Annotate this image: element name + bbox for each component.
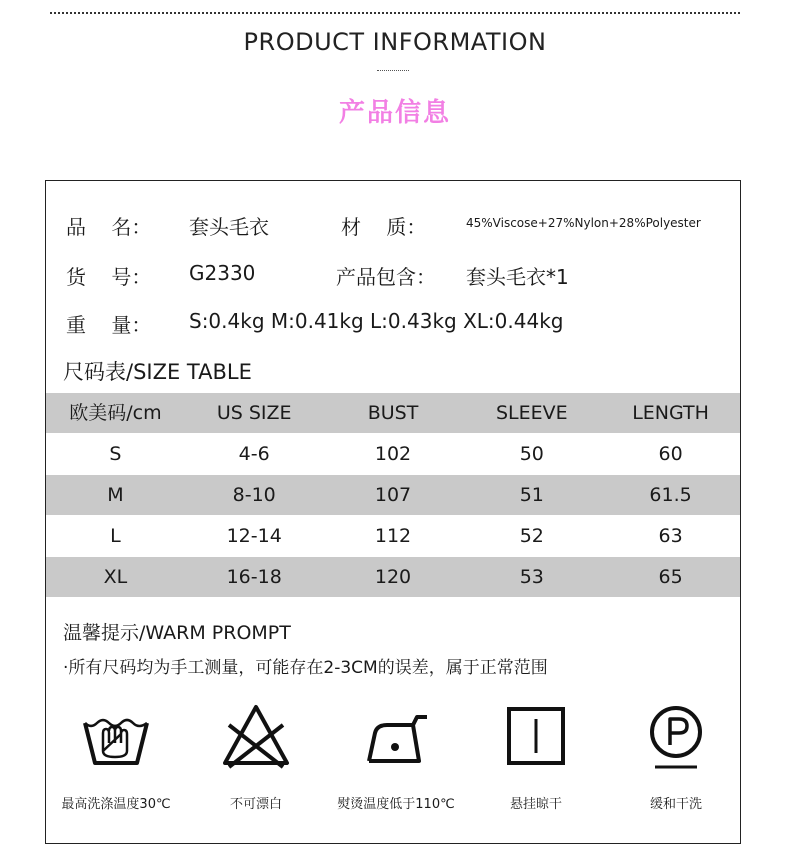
care-label: 最高洗涤温度30℃ <box>61 797 171 812</box>
package-value: 套头毛衣*1 <box>466 265 569 289</box>
table-header-cell: US SIZE <box>216 402 292 424</box>
package-label: 产品包含： <box>336 265 436 289</box>
table-cell: 107 <box>374 484 412 506</box>
care-label: 缓和干洗 <box>649 797 702 812</box>
material-label: 材 质： <box>341 215 427 239</box>
table-row <box>46 516 740 556</box>
table-cell: XL <box>103 566 128 588</box>
table-cell: 50 <box>519 443 544 465</box>
table-cell: M <box>107 484 124 506</box>
weight-value: S:0.4kg M:0.41kg L:0.43kg XL:0.44kg <box>189 309 564 333</box>
warm-prompt-text: ·所有尺码均为手工测量，可能存在2-3CM的误差，属于正常范围 <box>63 658 548 678</box>
dry-clean-p-icon <box>641 701 711 771</box>
care-label: 悬挂晾干 <box>509 797 562 812</box>
table-cell: 112 <box>374 525 412 547</box>
table-row <box>46 475 740 515</box>
care-item-hand-wash <box>46 701 186 821</box>
care-item-dry-clean <box>606 701 746 821</box>
title-underline <box>377 70 409 71</box>
table-header-cell: BUST <box>367 402 419 424</box>
table-header-cell: SLEEVE <box>495 402 568 424</box>
material-value: 45%Viscose+27%Nylon+28%Polyester <box>466 216 701 230</box>
care-label: 不可漂白 <box>229 797 282 812</box>
item-no-value: G2330 <box>189 261 256 285</box>
table-row <box>46 434 740 474</box>
care-item-hang-dry <box>466 701 606 821</box>
table-cell: 8-10 <box>232 484 276 506</box>
table-header-cell: 欧美码/cm <box>69 402 162 424</box>
table-header-cell: LENGTH <box>632 402 709 424</box>
warm-prompt-title: 温馨提示/WARM PROMPT <box>63 622 291 644</box>
table-cell: 16-18 <box>226 566 282 588</box>
iron-icon <box>361 701 431 771</box>
item-no-label: 货 号： <box>66 265 152 289</box>
table-cell: L <box>110 525 121 547</box>
hand-wash-icon <box>81 701 151 771</box>
name-value: 套头毛衣 <box>189 215 269 239</box>
size-table-title: 尺码表/SIZE TABLE <box>63 360 252 384</box>
table-cell: 61.5 <box>649 484 692 506</box>
table-cell: 65 <box>658 566 683 588</box>
table-cell: S <box>109 443 122 465</box>
table-cell: 52 <box>519 525 544 547</box>
table-header-row <box>46 393 740 433</box>
weight-label: 重 量： <box>66 313 152 337</box>
table-cell: 4-6 <box>238 443 270 465</box>
top-dotted-divider <box>50 12 740 14</box>
care-item-no-bleach <box>186 701 326 821</box>
care-item-iron <box>326 701 466 821</box>
care-label: 熨烫温度低于110℃ <box>337 797 455 812</box>
page-title-en: PRODUCT INFORMATION <box>243 28 547 56</box>
table-cell: 12-14 <box>226 525 282 547</box>
table-cell: 53 <box>519 566 544 588</box>
hang-dry-icon <box>501 701 571 771</box>
table-cell: 60 <box>658 443 683 465</box>
no-bleach-icon <box>221 701 291 771</box>
table-cell: 102 <box>374 443 412 465</box>
table-cell: 63 <box>658 525 683 547</box>
table-cell: 120 <box>374 566 412 588</box>
product-info-card <box>45 180 741 844</box>
table-row <box>46 557 740 597</box>
table-cell: 51 <box>519 484 544 506</box>
name-label: 品 名： <box>66 215 152 239</box>
page-title-cn: 产品信息 <box>338 98 451 128</box>
